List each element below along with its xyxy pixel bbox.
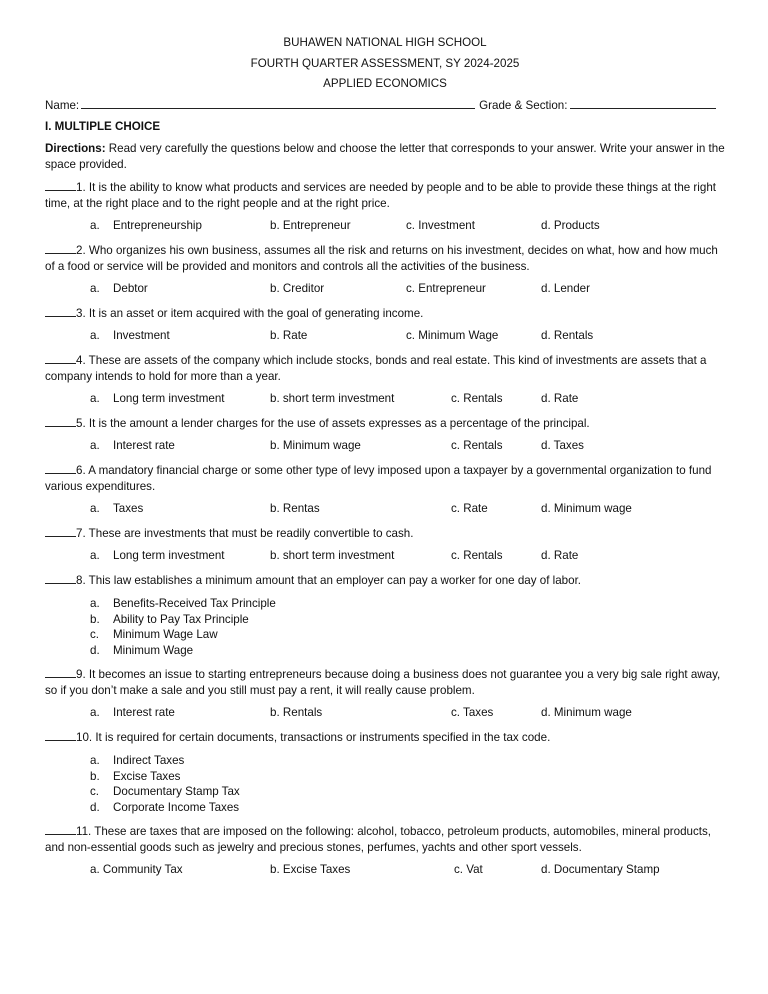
question-text: 9. It becomes an issue to starting entrepreneurs because doing a business does not guarantee you a very big sale right away, so if you don’t make a sale and you still must pay a rent, it will really cause problem. <box>45 667 721 697</box>
choice-c: c. Rentals <box>451 392 503 405</box>
choice-c: c. Investment <box>406 219 475 232</box>
choices <box>45 282 725 298</box>
choice-b: b. Entrepreneur <box>270 219 351 232</box>
choice-b: b. Creditor <box>270 282 325 295</box>
question-8 <box>45 572 725 659</box>
choice-a: Interest rate <box>113 705 175 719</box>
choice-list <box>45 596 725 659</box>
directions-text: Read very carefully the questions below and choose the letter that corresponds to your answer. Write your answer in the space provided. <box>45 142 725 171</box>
choice-b: b. Excise Taxes <box>270 862 351 876</box>
choice-a: Entrepreneurship <box>113 219 202 232</box>
assessment-title: FOURTH QUARTER ASSESSMENT, SY 2024-2025 <box>250 57 520 70</box>
choice-b: b. Rate <box>270 329 308 342</box>
choice-d: d. Products <box>541 219 600 232</box>
choice-a: Interest rate <box>113 439 175 452</box>
grade-section-field[interactable] <box>570 97 716 109</box>
choice-d: d. Rentals <box>541 329 594 342</box>
list-item: b. Ability to Pay Tax Principle <box>90 612 249 626</box>
question-5 <box>45 415 725 455</box>
choice-c: c. Taxes <box>451 705 494 719</box>
question-1 <box>45 179 725 235</box>
section-title: I. MULTIPLE CHOICE <box>45 120 161 133</box>
choice-b: b. short term investment <box>270 392 395 405</box>
question-text: 6. A mandatory financial charge or some other type of levy imposed upon a taxpayer by a governmental organization to fund various expenditures. <box>45 464 712 493</box>
choice-c: c. Rate <box>451 502 488 515</box>
list-item: c. Documentary Stamp Tax <box>90 785 240 799</box>
choices <box>45 549 725 565</box>
choice-b: b. short term investment <box>270 549 395 562</box>
question-6 <box>45 462 725 518</box>
answer-blank-6[interactable] <box>45 462 76 474</box>
name-field[interactable] <box>81 97 475 109</box>
choice-d: d. Lender <box>541 282 590 295</box>
question-text: 8. This law establishes a minimum amount that an employer can pay a worker for one day of labor. <box>76 574 582 587</box>
choice-b: b. Rentals <box>270 705 323 719</box>
answer-blank-10[interactable] <box>45 729 76 741</box>
choices <box>45 706 725 722</box>
question-text: 2. Who organizes his own business, assumes all the risk and returns on his investment, decides on what, how and how much of a food or service will be provided and monitors and controls all the activities of the business. <box>45 244 718 273</box>
list-item: c. Minimum Wage Law <box>90 628 218 642</box>
answer-blank-3[interactable] <box>45 305 76 317</box>
choice-a-letter: a. <box>90 549 100 562</box>
directions <box>45 141 725 173</box>
answer-blank-7[interactable] <box>45 525 76 537</box>
question-11 <box>45 823 725 879</box>
subject-title: APPLIED ECONOMICS <box>323 77 447 90</box>
question-2 <box>45 242 725 298</box>
question-7 <box>45 525 725 565</box>
question-text: 3. It is an asset or item acquired with the goal of generating income. <box>76 307 424 320</box>
choices <box>45 502 725 518</box>
choices <box>45 329 725 345</box>
answer-blank-11[interactable] <box>45 823 76 835</box>
choice-b: b. Minimum wage <box>270 439 361 452</box>
list-item: a. Benefits-Received Tax Principle <box>90 597 276 610</box>
choice-c: c. Rentals <box>451 439 503 452</box>
list-item: a. Indirect Taxes <box>90 753 185 767</box>
choice-c: c. Entrepreneur <box>406 282 486 295</box>
choice-a-letter: a. <box>90 439 100 452</box>
choices <box>45 439 725 455</box>
choice-c: c. Rentals <box>451 549 503 562</box>
choice-a: Long term investment <box>113 392 225 405</box>
choice-d: d. Rate <box>541 549 579 562</box>
answer-blank-9[interactable] <box>45 666 76 678</box>
question-3 <box>45 305 725 345</box>
choice-d: d. Taxes <box>541 439 584 452</box>
question-text: 5. It is the amount a lender charges for the use of assets expresses as a percentage of the principal. <box>76 417 590 430</box>
choice-d: d. Minimum wage <box>541 502 632 515</box>
list-item: d. Corporate Income Taxes <box>90 800 240 814</box>
question-4 <box>45 352 725 408</box>
student-info-line <box>45 97 725 112</box>
question-text: 1. It is the ability to know what products and services are needed by people and to be able to provide these things at the right time, at the right place and to the right people and at the right price. <box>45 181 716 210</box>
name-label: Name: <box>45 99 80 112</box>
list-item: d. Minimum Wage <box>90 644 194 658</box>
choice-a: Taxes <box>113 502 144 515</box>
choice-d: d. Rate <box>541 392 579 405</box>
choice-a: Debtor <box>113 282 148 295</box>
answer-blank-5[interactable] <box>45 415 76 427</box>
choice-d: d. Documentary Stamp <box>541 862 660 876</box>
choice-a-letter: a. <box>90 282 100 295</box>
choice-a-letter: a. <box>90 219 100 232</box>
choice-a-letter: a. <box>90 329 100 342</box>
directions-label: Directions: <box>45 142 106 155</box>
choice-a: Investment <box>113 329 170 342</box>
question-9 <box>45 666 725 722</box>
choice-b: b. Rentas <box>270 502 320 515</box>
choice-a-letter: a. <box>90 705 100 719</box>
choices <box>45 863 725 879</box>
school-name: BUHAWEN NATIONAL HIGH SCHOOL <box>283 36 487 49</box>
choices <box>45 392 725 408</box>
choice-list <box>45 753 725 816</box>
answer-blank-8[interactable] <box>45 572 76 584</box>
question-text: 10. It is required for certain documents, transactions or instruments specified in the tax code. <box>76 730 551 744</box>
choice-d: d. Minimum wage <box>541 705 632 719</box>
grade-section-label: Grade & Section: <box>479 99 568 112</box>
answer-blank-2[interactable] <box>45 242 76 254</box>
answer-blank-1[interactable] <box>45 179 76 191</box>
question-text: 11. These are taxes that are imposed on the following: alcohol, tobacco, petroleum products, automobiles, mineral products, and non-essential goods such as jewelry and precious stones, perfumes, yachts and other sport vessels. <box>45 824 712 854</box>
choice-c: c. Vat <box>454 862 483 876</box>
choice-a: a. Community Tax <box>90 862 183 876</box>
choice-a-letter: a. <box>90 502 100 515</box>
question-text: 4. These are assets of the company which include stocks, bonds and real estate. This kind of investments are assets that a company intends to hold for more than a year. <box>45 354 707 383</box>
choice-c: c. Minimum Wage <box>406 329 499 342</box>
choices <box>45 219 725 235</box>
answer-blank-4[interactable] <box>45 352 76 364</box>
choice-a-letter: a. <box>90 392 100 405</box>
question-10 <box>45 729 725 816</box>
question-text: 7. These are investments that must be readily convertible to cash. <box>76 527 414 540</box>
list-item: b. Excise Taxes <box>90 769 181 783</box>
choice-a: Long term investment <box>113 549 225 562</box>
exam-page <box>45 36 725 886</box>
